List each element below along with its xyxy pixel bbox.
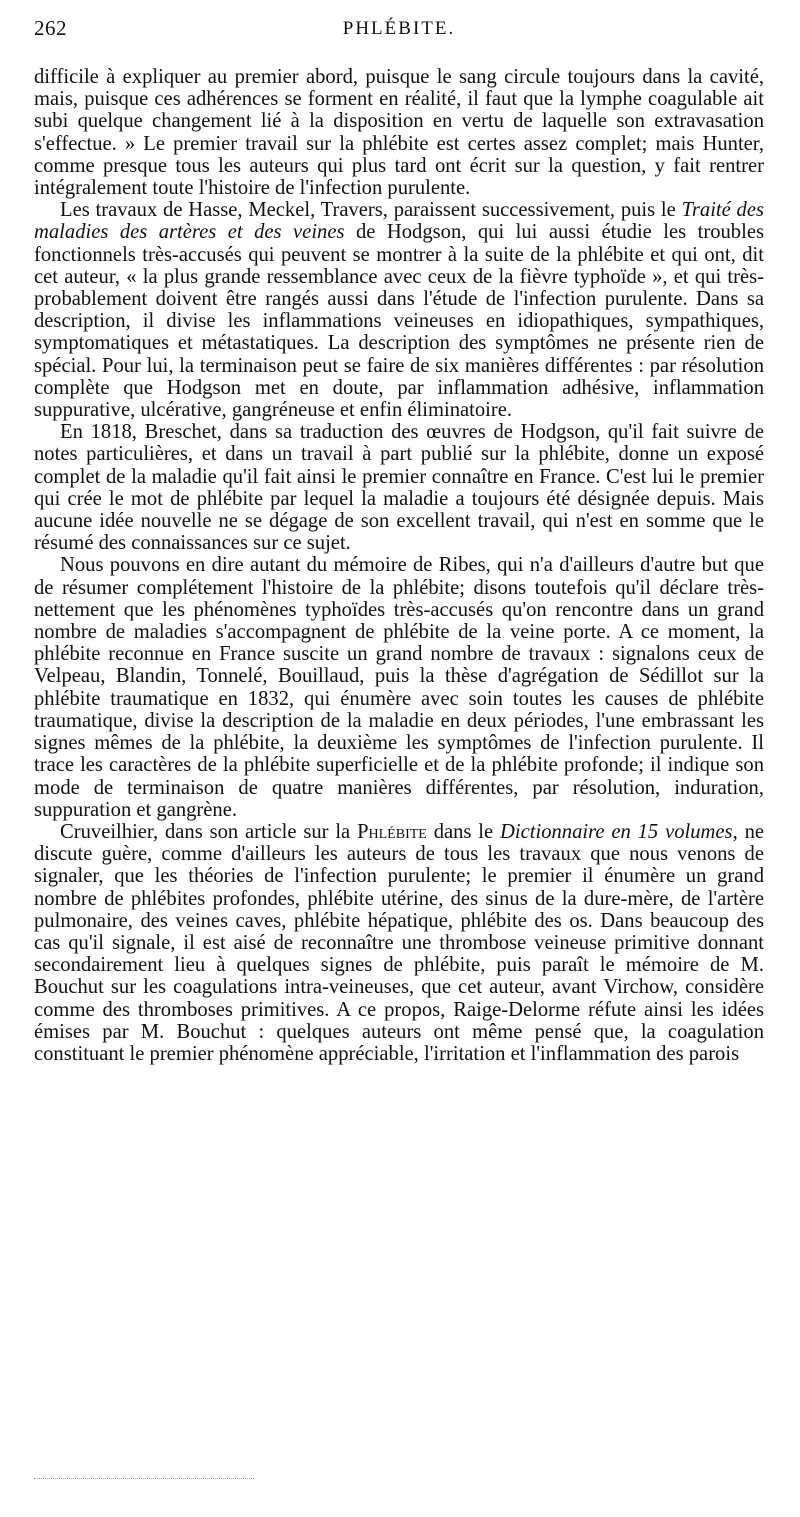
text-segment: Cruveilhier, dans son article sur la <box>60 820 358 843</box>
running-title: PHLÉBITE. <box>342 18 456 39</box>
book-title-italic: Traité des maladies des artères et des veines <box>34 199 765 244</box>
text-segment: , ne discute guère, comme d'ailleurs les auteurs de tous les travaux que nous venons de signaler, que les théories de l'infection purulente; le premier il énumère un grand nombre de phlébites profondes, phlébite utérine, des sinus de la dure-mère, de l'artère pulmonaire, des veines caves, phlébite hépatique, phlébite des os. Dans beaucoup des cas qu'il signale, il est aisé de reconnaître une thrombose veineuse primitive donnant secondairement lieu à quelques signes de phlébite, puis paraît le mémoire de M. Bouchut sur les coagulations intra-veineuses, que cet auteur, avant Virchow, considère comme des thromboses primitives. A ce propos, Raige-Delorme réfute ainsi les idées émises par M. Bouchut : quelques auteurs ont même pensé que, la coagulation constituant le premier phénomène appréciable, l'irritation et l'inflammation des parois <box>34 820 764 1065</box>
dictionary-title-italic: Dictionnaire en 15 volumes <box>500 820 733 843</box>
footer-dotted-rule <box>34 1478 254 1479</box>
text-segment: dans le <box>426 820 501 843</box>
paragraph-4 <box>34 554 764 820</box>
paragraph-2 <box>34 199 764 421</box>
text-segment: difficile à expliquer au premier abord, puisque le sang circule toujours dans la cavité, mais, puisque ces adhérences se forment en réalité, il faut que la lymphe coagulable ait subi quelque changement lié à la disposition en vertu de laquelle son extravasation s'effectue. » Le premier travail sur la phlébite est certes assez complet; mais Hunter, comme presque tous les auteurs qui plus tard ont écrit sur la question, y fait rentrer intégralement toute l'histoire de l'infection purulente. <box>34 66 764 200</box>
page-number: 262 <box>34 16 67 40</box>
paragraph-5 <box>34 821 764 1065</box>
text-segment: Les travaux de Hasse, Meckel, Travers, paraissent successivement, puis le <box>60 199 682 222</box>
paragraph-1 <box>34 66 764 199</box>
text-segment: de Hodgson, qui lui aussi étudie les troubles fonctionnels très-accusés qui peuvent se montrer à la suite de la phlébite et qui ont, dit cet auteur, « la plus grande ressemblance avec ceux de la fièvre typhoïde », et qui très-probablement doivent être rangés aussi dans l'étude de l'infection purulente. Dans sa description, il divise les inflammations veineuses en idiopathiques, sympathiques, symptomatiques et métastatiques. La description des symptômes ne présente rien de spécial. Pour lui, la terminaison peut se faire de six manières différentes : par résolution complète que Hodgson met en doute, par inflammation adhésive, inflammation suppurative, ulcérative, gangréneuse et enfin éliminatoire. <box>34 221 764 422</box>
text-segment: Nous pouvons en dire autant du mémoire de Ribes, qui n'a d'ailleurs d'autre but que de résumer complétement l'histoire de la phlébite; disons toutefois qu'il déclare très-nettement que les phénomènes typhoïdes très-accusés qu'on rencontre dans un grand nombre de maladies s'accompagnent de phlébite de la veine porte. A ce moment, la phlébite reconnue en France suscite un grand nombre de travaux : signalons ceux de Velpeau, Blandin, Tonnelé, Bouillaud, puis la thèse d'agrégation de Sédillot sur la phlébite traumatique en 1832, qui énumère avec soin toutes les causes de phlébite traumatique, divise la description de la maladie en deux périodes, l'une embrassant les signes mêmes de la phlébite, la deuxième les symptômes de l'infection purulente. Il trace les caractères de la phlébite superficielle et de la phlébite profonde; il indique son mode de terminaison de quatre manières différentes, par résolution, induration, suppuration et gangrène. <box>34 554 764 821</box>
page-body <box>34 66 764 1065</box>
article-term-smallcaps: Phlébite <box>357 820 427 843</box>
paragraph-3 <box>34 421 764 554</box>
page-header <box>34 16 764 52</box>
text-segment: En 1818, Breschet, dans sa traduction des œuvres de Hodgson, qu'il fait suivre de notes particulières, et dans un travail à part publié sur la phlébite, donne un exposé complet de la maladie qu'il fait ainsi le premier connaître en France. C'est lui le premier qui crée le mot de phlébite par lequel la maladie a toujours été désignée depuis. Mais aucune idée nouvelle ne se dégage de son excellent travail, qui n'est en somme que le résumé des connaissances sur ce sujet. <box>34 421 764 555</box>
